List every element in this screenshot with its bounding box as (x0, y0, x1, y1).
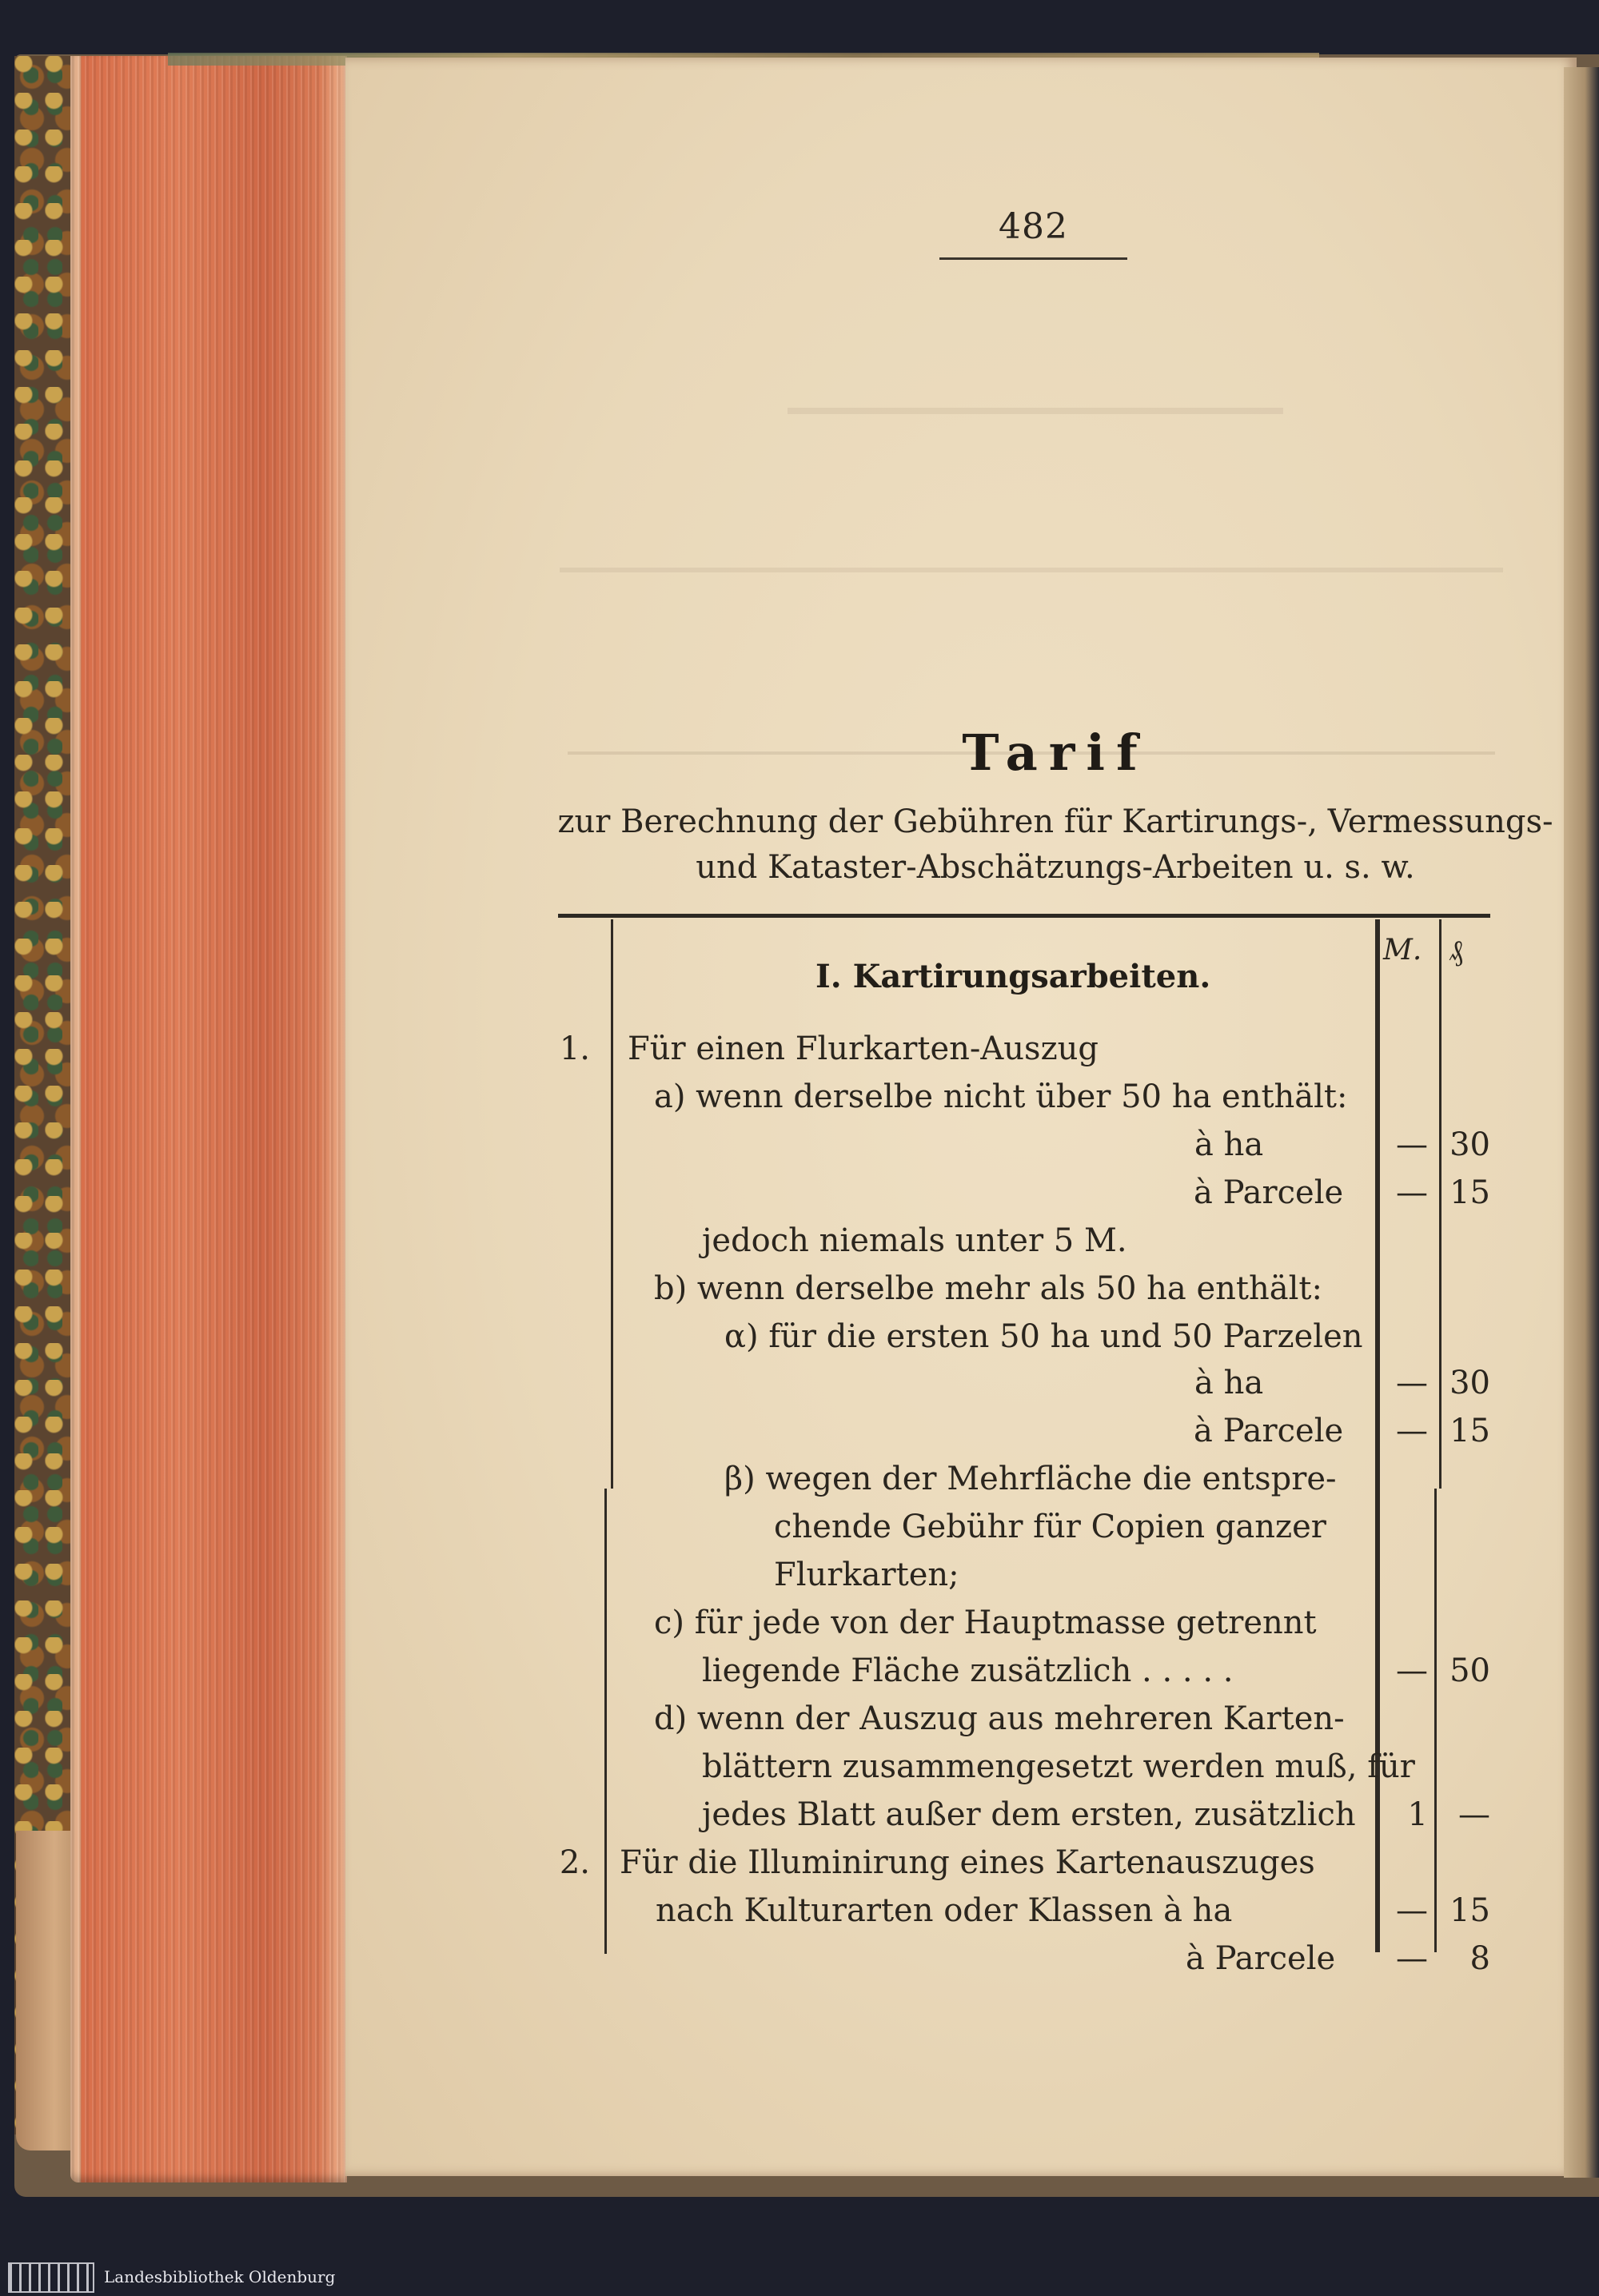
row-pfennig-value: 15 (1449, 1413, 1490, 1449)
page-edges (70, 56, 347, 2182)
row-text: jedes Blatt außer dem ersten, zusätzlich (702, 1796, 1356, 1833)
row-text: b) wenn derselbe mehr als 50 ha enthält: (654, 1270, 1322, 1307)
row-mark-value: — (1396, 1940, 1428, 1977)
row-text: Flurkarten; (774, 1557, 959, 1593)
row-pfennig-value: 30 (1449, 1365, 1490, 1401)
row-index: 2. (559, 1844, 590, 1881)
row-mark-value: — (1396, 1174, 1428, 1211)
row-text: à ha (1194, 1126, 1264, 1163)
row-text: α) für die ersten 50 ha und 50 Parzelen (724, 1318, 1363, 1355)
row-text: jedoch niemals unter 5 M. (702, 1222, 1127, 1259)
row-mark-value: — (1396, 1126, 1428, 1163)
row-text: Für einen Flurkarten-Auszug (628, 1030, 1099, 1067)
row-text: nach Kulturarten oder Klassen à ha (656, 1892, 1233, 1929)
column-header-mark: M. (1383, 934, 1422, 967)
row-text: chende Gebühr für Copien ganzer (774, 1509, 1326, 1545)
table-index-rule-lower (604, 1489, 607, 1954)
table-index-rule-upper (611, 919, 613, 1489)
table-top-rule (558, 914, 1490, 918)
document-title: Tarif (962, 723, 1149, 782)
row-index: 1. (559, 1030, 590, 1067)
row-mark-value: — (1396, 1892, 1428, 1929)
row-text: a) wenn derselbe nicht über 50 ha enthält: (654, 1078, 1348, 1115)
library-logo-icon (8, 2262, 94, 2293)
row-mark-value: — (1396, 1413, 1428, 1449)
row-pfennig-value: — (1458, 1796, 1490, 1833)
show-through-masthead (788, 320, 1283, 414)
table-pfennig-rule-upper (1439, 919, 1441, 1489)
row-text: blättern zusammengesetzt werden muß, für (702, 1748, 1415, 1785)
marbled-cover (14, 56, 74, 2135)
row-pfennig-value: 50 (1449, 1652, 1490, 1689)
table-pfennig-rule-lower (1434, 1489, 1437, 1952)
page-gutter-shadow (1564, 67, 1599, 2178)
row-text: d) wenn der Auszug aus mehreren Karten- (654, 1700, 1345, 1737)
row-mark-value: 1 (1407, 1796, 1428, 1833)
show-through-subhead (560, 512, 1503, 572)
row-text: liegende Fläche zusätzlich . . . . . (702, 1652, 1234, 1689)
row-text: c) für jede von der Hauptmasse getrennt (654, 1604, 1317, 1641)
row-pfennig-value: 15 (1449, 1892, 1490, 1929)
row-text: à ha (1194, 1365, 1264, 1401)
row-mark-value: — (1396, 1365, 1428, 1401)
row-text: Für die Illuminirung eines Kartenauszuges (620, 1844, 1315, 1881)
table-mark-rule (1375, 919, 1380, 1952)
page-number: 482 (999, 206, 1068, 247)
row-text: à Parcele (1186, 1940, 1336, 1977)
row-pfennig-value: 15 (1449, 1174, 1490, 1211)
library-name: Landesbibliothek Oldenburg (104, 2267, 336, 2286)
column-header-pfennig: ₰ (1449, 935, 1463, 967)
section-heading: I. Kartirungsarbeiten. (815, 958, 1211, 995)
row-text: β) wegen der Mehrfläche die entspre- (724, 1461, 1337, 1497)
page-number-rule (939, 257, 1127, 260)
footer-bar (0, 2256, 1599, 2296)
subtitle-line-2: und Kataster-Abschätzungs-Arbeiten u. s. w. (696, 849, 1415, 886)
row-text: à Parcele (1194, 1413, 1344, 1449)
row-pfennig-value: 8 (1469, 1940, 1490, 1977)
row-pfennig-value: 30 (1449, 1126, 1490, 1163)
row-mark-value: — (1396, 1652, 1428, 1689)
subtitle-line-1: zur Berechnung der Gebühren für Kartirungs-, Vermessungs- (557, 803, 1553, 840)
row-text: à Parcele (1194, 1174, 1344, 1211)
